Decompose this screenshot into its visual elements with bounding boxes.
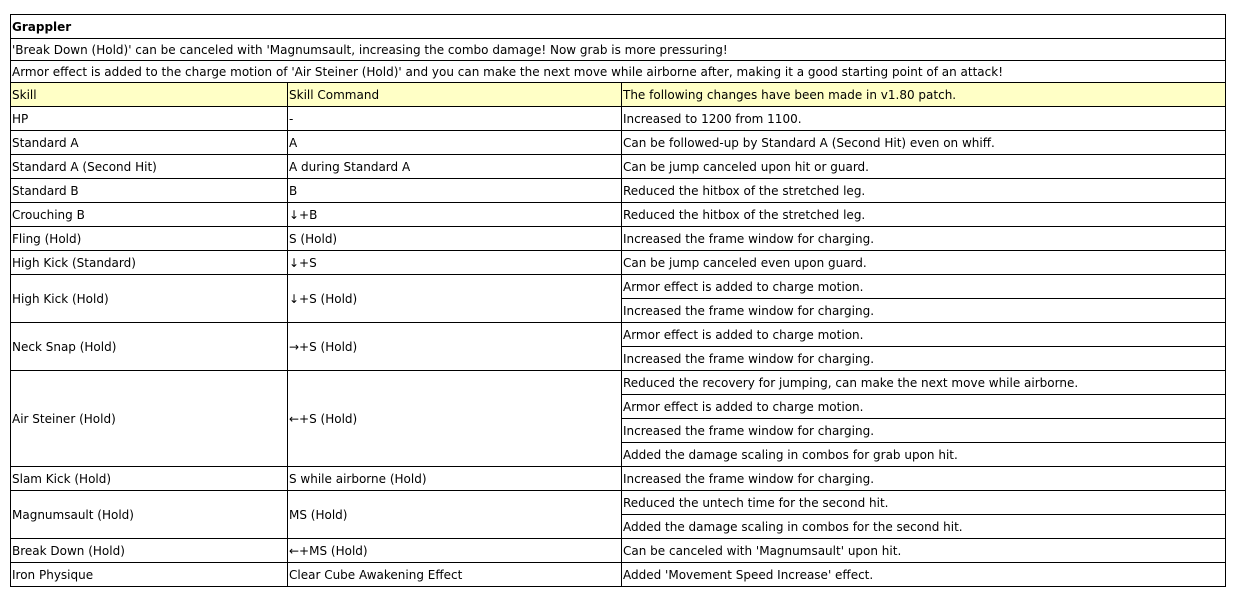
table-row xyxy=(11,371,1226,395)
skill-cell: Magnumsault (Hold) xyxy=(11,491,288,539)
change-cell: Reduced the recovery for jumping, can make the next move while airborne. xyxy=(622,371,1226,395)
intro-row xyxy=(11,39,1226,61)
intro-row xyxy=(11,61,1226,83)
command-cell: →+S (Hold) xyxy=(288,323,622,371)
change-cell: Increased the frame window for charging. xyxy=(622,467,1226,491)
skill-cell: High Kick (Hold) xyxy=(11,275,288,323)
skill-cell: Crouching B xyxy=(11,203,288,227)
table-row xyxy=(11,323,1226,347)
change-cell: Can be jump canceled even upon guard. xyxy=(622,251,1226,275)
command-cell: S (Hold) xyxy=(288,227,622,251)
table-row xyxy=(11,107,1226,131)
change-cell: Increased the frame window for charging. xyxy=(622,347,1226,371)
table-row xyxy=(11,251,1226,275)
table-row xyxy=(11,539,1226,563)
command-cell: ↓+B xyxy=(288,203,622,227)
change-cell: Reduced the hitbox of the stretched leg. xyxy=(622,203,1226,227)
command-cell: A during Standard A xyxy=(288,155,622,179)
skill-cell: Standard A xyxy=(11,131,288,155)
table-row xyxy=(11,227,1226,251)
header-row xyxy=(11,83,1226,107)
header-skill: Skill xyxy=(11,83,288,107)
table-row xyxy=(11,131,1226,155)
table-row xyxy=(11,155,1226,179)
command-cell: MS (Hold) xyxy=(288,491,622,539)
skill-cell: HP xyxy=(11,107,288,131)
intro-note: 'Break Down (Hold)' can be canceled with 'Magnumsault, increasing the combo damage! Now grab is more pressuring! xyxy=(11,39,1226,61)
section-title: Grappler xyxy=(11,15,1226,39)
table-row xyxy=(11,467,1226,491)
change-cell: Reduced the hitbox of the stretched leg. xyxy=(622,179,1226,203)
skill-cell: High Kick (Standard) xyxy=(11,251,288,275)
change-cell: Added the damage scaling in combos for grab upon hit. xyxy=(622,443,1226,467)
title-row xyxy=(11,15,1226,39)
header-skill-command: Skill Command xyxy=(288,83,622,107)
change-cell: Added 'Movement Speed Increase' effect. xyxy=(622,563,1226,587)
change-cell: Increased to 1200 from 1100. xyxy=(622,107,1226,131)
change-cell: Armor effect is added to charge motion. xyxy=(622,275,1226,299)
command-cell: ↓+S (Hold) xyxy=(288,275,622,323)
header-changes: The following changes have been made in v1.80 patch. xyxy=(622,83,1226,107)
table-row xyxy=(11,203,1226,227)
command-cell: S while airborne (Hold) xyxy=(288,467,622,491)
skill-cell: Standard A (Second Hit) xyxy=(11,155,288,179)
skill-cell: Fling (Hold) xyxy=(11,227,288,251)
change-cell: Can be followed-up by Standard A (Second Hit) even on whiff. xyxy=(622,131,1226,155)
intro-note: Armor effect is added to the charge motion of 'Air Steiner (Hold)' and you can make the next move while airborne after, making it a good starting point of an attack! xyxy=(11,61,1226,83)
table-row xyxy=(11,275,1226,299)
table-row xyxy=(11,491,1226,515)
command-cell: ←+MS (Hold) xyxy=(288,539,622,563)
command-cell: A xyxy=(288,131,622,155)
skill-cell: Slam Kick (Hold) xyxy=(11,467,288,491)
command-cell: B xyxy=(288,179,622,203)
table-row xyxy=(11,179,1226,203)
command-cell: ↓+S xyxy=(288,251,622,275)
change-cell: Can be jump canceled upon hit or guard. xyxy=(622,155,1226,179)
change-cell: Can be canceled with 'Magnumsault' upon hit. xyxy=(622,539,1226,563)
skill-cell: Standard B xyxy=(11,179,288,203)
change-cell: Increased the frame window for charging. xyxy=(622,299,1226,323)
skill-cell: Iron Physique xyxy=(11,563,288,587)
skill-cell: Air Steiner (Hold) xyxy=(11,371,288,467)
patch-notes-table xyxy=(10,14,1226,587)
command-cell: Clear Cube Awakening Effect xyxy=(288,563,622,587)
change-cell: Reduced the untech time for the second hit. xyxy=(622,491,1226,515)
change-cell: Armor effect is added to charge motion. xyxy=(622,395,1226,419)
table-row xyxy=(11,563,1226,587)
command-cell: - xyxy=(288,107,622,131)
skill-cell: Neck Snap (Hold) xyxy=(11,323,288,371)
change-cell: Armor effect is added to charge motion. xyxy=(622,323,1226,347)
change-cell: Increased the frame window for charging. xyxy=(622,419,1226,443)
command-cell: ←+S (Hold) xyxy=(288,371,622,467)
change-cell: Increased the frame window for charging. xyxy=(622,227,1226,251)
change-cell: Added the damage scaling in combos for the second hit. xyxy=(622,515,1226,539)
skill-cell: Break Down (Hold) xyxy=(11,539,288,563)
